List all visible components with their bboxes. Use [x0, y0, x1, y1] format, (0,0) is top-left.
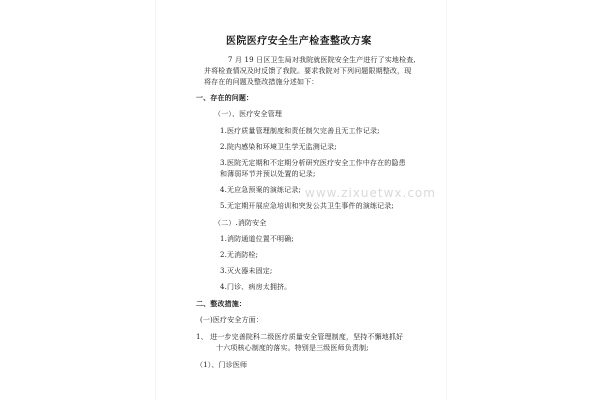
- medical-item-4: 4.无应急预案的演练记录;: [220, 186, 301, 194]
- outpatient-heading: （1）、门诊医师: [196, 361, 248, 369]
- intro-line-2: 并将检查情况及时反馈了我院。要求我院对下列问题限期整改，现: [204, 67, 412, 75]
- medical-item-2: 2.院内感染和环境卫生学无监测记录;: [220, 143, 337, 151]
- medical-item-3-continued: 和薄弱环节并预以处置的记录;: [220, 170, 316, 178]
- measures-item-1-continued: 十六项核心制度的落实。特别是三级医师负责制;: [216, 344, 369, 352]
- fire-item-2: 2.无消防栓;: [220, 251, 259, 259]
- subsection-1-heading: （一）、医疗安全管理: [214, 110, 282, 118]
- measures-subheading: (一)医疗安全方面：: [200, 316, 263, 324]
- medical-item-1: 1.医疗质量管理制度和责任制欠完善且无工作记录;: [220, 127, 380, 135]
- fire-item-4: 4.门诊、病房太拥挤。: [220, 283, 292, 291]
- subsection-2-heading: （二）.消防安全: [214, 219, 267, 227]
- intro-line-1: 7 月 19 日区卫生局对我院就医院安全生产进行了实地检查,: [228, 56, 416, 64]
- section-2-heading: 二、整改措施：: [196, 299, 247, 308]
- document-page: [155, 0, 447, 400]
- document-title: 医院医疗安全生产检查整改方案: [226, 36, 372, 47]
- section-1-heading: 一、存在的问题：: [196, 93, 254, 102]
- intro-line-3: 将存在的问题及整改措施分述如下：: [204, 78, 319, 86]
- watermark: www.zixuetwx.com: [305, 186, 436, 200]
- medical-item-5: 5.无定期开展应急培训和突发公共卫生事件的演练记录;: [220, 202, 394, 210]
- medical-item-3: 3.医院无定期和不定期分析研究医疗安全工作中存在的隐患: [220, 159, 406, 167]
- measures-item-1: 1、 进一步完善院科二级医疗质量安全管理制度，坚持不懈地抓好: [196, 333, 404, 341]
- fire-item-1: 1.消防通道位置不明确;: [220, 235, 294, 243]
- fire-item-3: 3.灭火器未固定;: [220, 267, 273, 275]
